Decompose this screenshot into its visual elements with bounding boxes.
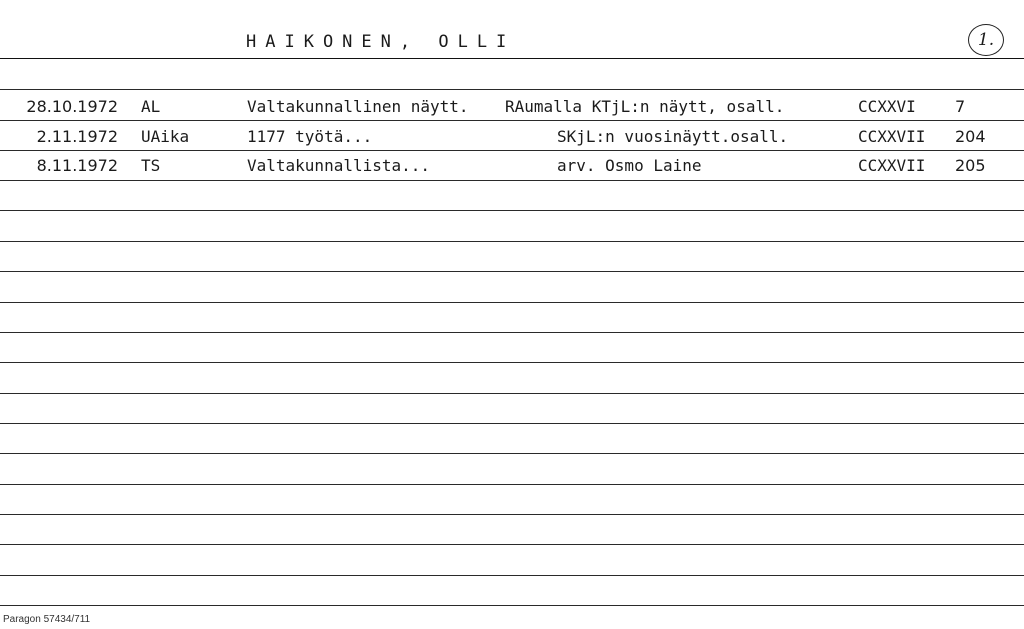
page-number-circle xyxy=(968,24,1004,56)
printer-footer: Paragon 57434/711 xyxy=(3,614,91,625)
rule-line xyxy=(0,150,1024,151)
entry-page: 7 xyxy=(955,97,966,116)
entry-volume: CCXXVII xyxy=(858,156,926,175)
entry-date: 28.10.1972 xyxy=(26,97,118,116)
rule-line xyxy=(0,120,1024,121)
entry-volume: CCXXVII xyxy=(858,127,926,146)
entry-volume: CCXXVI xyxy=(858,97,916,116)
rule-line xyxy=(0,332,1024,333)
rule-line xyxy=(0,575,1024,576)
rule-line xyxy=(0,484,1024,485)
rule-line xyxy=(0,302,1024,303)
card-name-heading: HAIKONEN, OLLI xyxy=(246,32,516,52)
rule-line xyxy=(0,241,1024,242)
rule-line xyxy=(0,180,1024,181)
rule-line xyxy=(0,605,1024,606)
entry-source: TS xyxy=(141,156,161,175)
rule-line xyxy=(0,89,1024,90)
rule-line xyxy=(0,544,1024,545)
entry-place: SKjL:n vuosinäytt.osall. xyxy=(557,127,789,146)
entry-source: AL xyxy=(141,97,161,116)
header-rule xyxy=(0,58,1024,59)
entry-place: arv. Osmo Laine xyxy=(557,156,702,175)
rule-line xyxy=(0,271,1024,272)
entry-title: Valtakunnallinen näytt. xyxy=(247,97,469,116)
entry-place: RAumalla KTjL:n näytt, osall. xyxy=(505,97,785,116)
entry-source: UAika xyxy=(141,127,190,146)
entry-title: Valtakunnallista... xyxy=(247,156,431,175)
entry-date: 8.11.1972 xyxy=(36,156,118,175)
page-number: 1. xyxy=(977,30,995,50)
rule-line xyxy=(0,453,1024,454)
entry-page: 205 xyxy=(955,156,986,175)
entry-date: 2.11.1972 xyxy=(36,127,118,146)
rule-line xyxy=(0,393,1024,394)
entry-page: 204 xyxy=(955,127,986,146)
rule-line xyxy=(0,210,1024,211)
entry-title: 1177 työtä... xyxy=(247,127,373,146)
rule-line xyxy=(0,423,1024,424)
rule-line xyxy=(0,514,1024,515)
rule-line xyxy=(0,362,1024,363)
